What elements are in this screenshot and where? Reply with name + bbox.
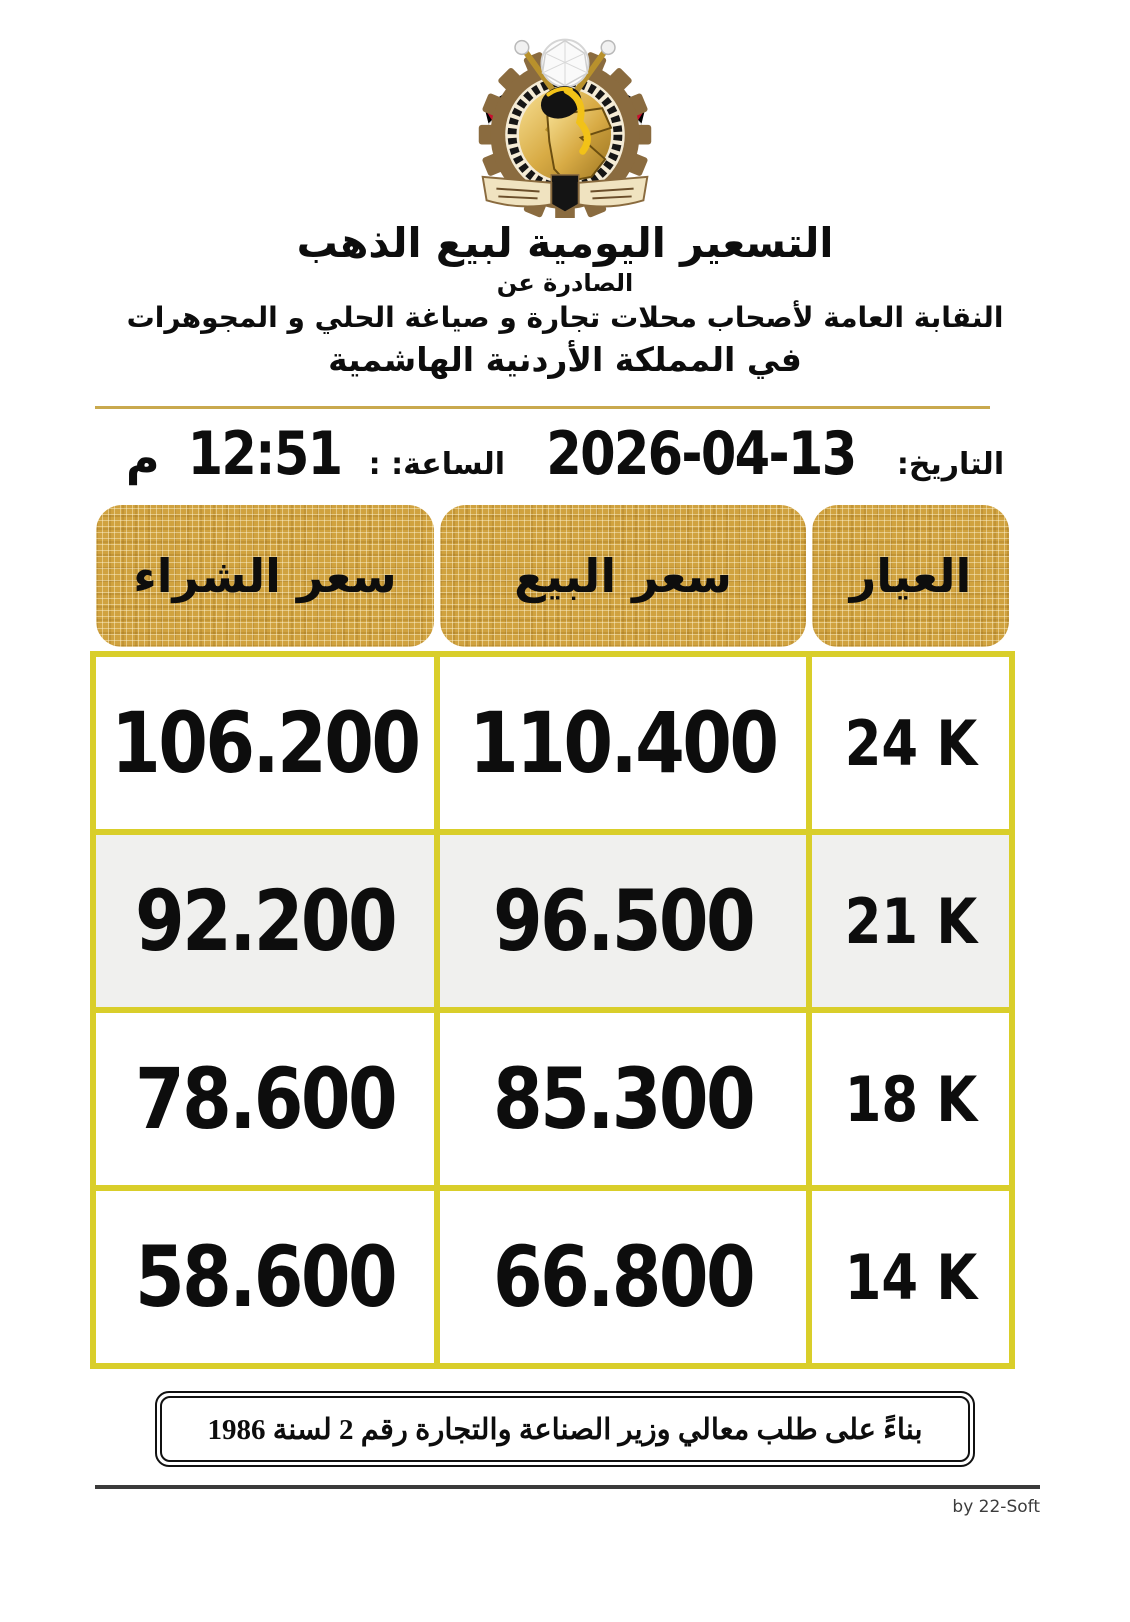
table-row-14k-karat xyxy=(812,1191,1009,1363)
page-title: التسعير اليومية لبيع الذهب xyxy=(296,219,834,267)
table-row-14k-sell xyxy=(440,1191,806,1363)
sell-price-24k: 110.400 xyxy=(469,694,777,793)
table-row-21k-sell xyxy=(440,835,806,1007)
buy-price-21k: 92.200 xyxy=(134,872,396,971)
bottom-divider xyxy=(95,1485,1040,1489)
datetime-row xyxy=(0,419,1130,495)
banner-ribbon xyxy=(483,175,648,212)
buy-price-18k: 78.600 xyxy=(134,1050,396,1149)
karat-14k: 14 K xyxy=(844,1240,977,1314)
column-header-sell: سعر البيع xyxy=(440,505,806,647)
table-row-18k-karat xyxy=(812,1013,1009,1185)
gold-divider xyxy=(95,406,990,409)
issued-by-line: الصادرة عن xyxy=(496,269,634,298)
karat-24k: 24 K xyxy=(844,706,977,780)
country-line: في المملكة الأردنية الهاشمية xyxy=(328,340,802,380)
column-header-karat: العيار xyxy=(812,505,1009,647)
credit-text: by 22-Soft xyxy=(952,1497,1040,1518)
table-header-row xyxy=(90,505,1015,647)
time-label: الساعة: : xyxy=(368,447,506,483)
time-value: 12:51 xyxy=(187,419,342,490)
gold-price-bulletin xyxy=(0,22,1130,1622)
table-row-18k-buy xyxy=(96,1013,434,1185)
sell-price-14k: 66.800 xyxy=(492,1228,754,1327)
gold-price-table xyxy=(90,505,1015,1369)
sell-price-21k: 96.500 xyxy=(492,872,754,971)
buy-price-14k: 58.600 xyxy=(134,1228,396,1327)
table-row-14k-buy xyxy=(96,1191,434,1363)
meridiem-label: م xyxy=(125,431,160,486)
emblem-svg xyxy=(457,22,673,218)
table-row-21k-karat xyxy=(812,835,1009,1007)
decree-note-text: بناءً على طلب معالي وزير الصناعة والتجارة رقم 2 لسنة 1986 xyxy=(160,1396,970,1462)
sell-price-18k: 85.300 xyxy=(492,1050,754,1149)
syndicate-emblem xyxy=(457,22,673,218)
organization-name: النقابة العامة لأصحاب محلات تجارة و صياغة الحلي و المجوهرات xyxy=(126,301,1004,335)
table-row-21k-buy xyxy=(96,835,434,1007)
diamond-icon xyxy=(541,40,588,87)
table-row-24k-karat xyxy=(812,657,1009,829)
buy-price-24k: 106.200 xyxy=(111,694,419,793)
table-body xyxy=(90,651,1015,1369)
table-row-24k-buy xyxy=(96,657,434,829)
table-row-18k-sell xyxy=(440,1013,806,1185)
karat-21k: 21 K xyxy=(844,884,977,958)
date-label: التاريخ: xyxy=(896,447,1005,483)
decree-note-box xyxy=(155,1391,975,1467)
column-header-buy: سعر الشراء xyxy=(96,505,434,647)
karat-18k: 18 K xyxy=(844,1062,977,1136)
date-value: 2026-04-13 xyxy=(546,419,856,490)
table-row-24k-sell xyxy=(440,657,806,829)
